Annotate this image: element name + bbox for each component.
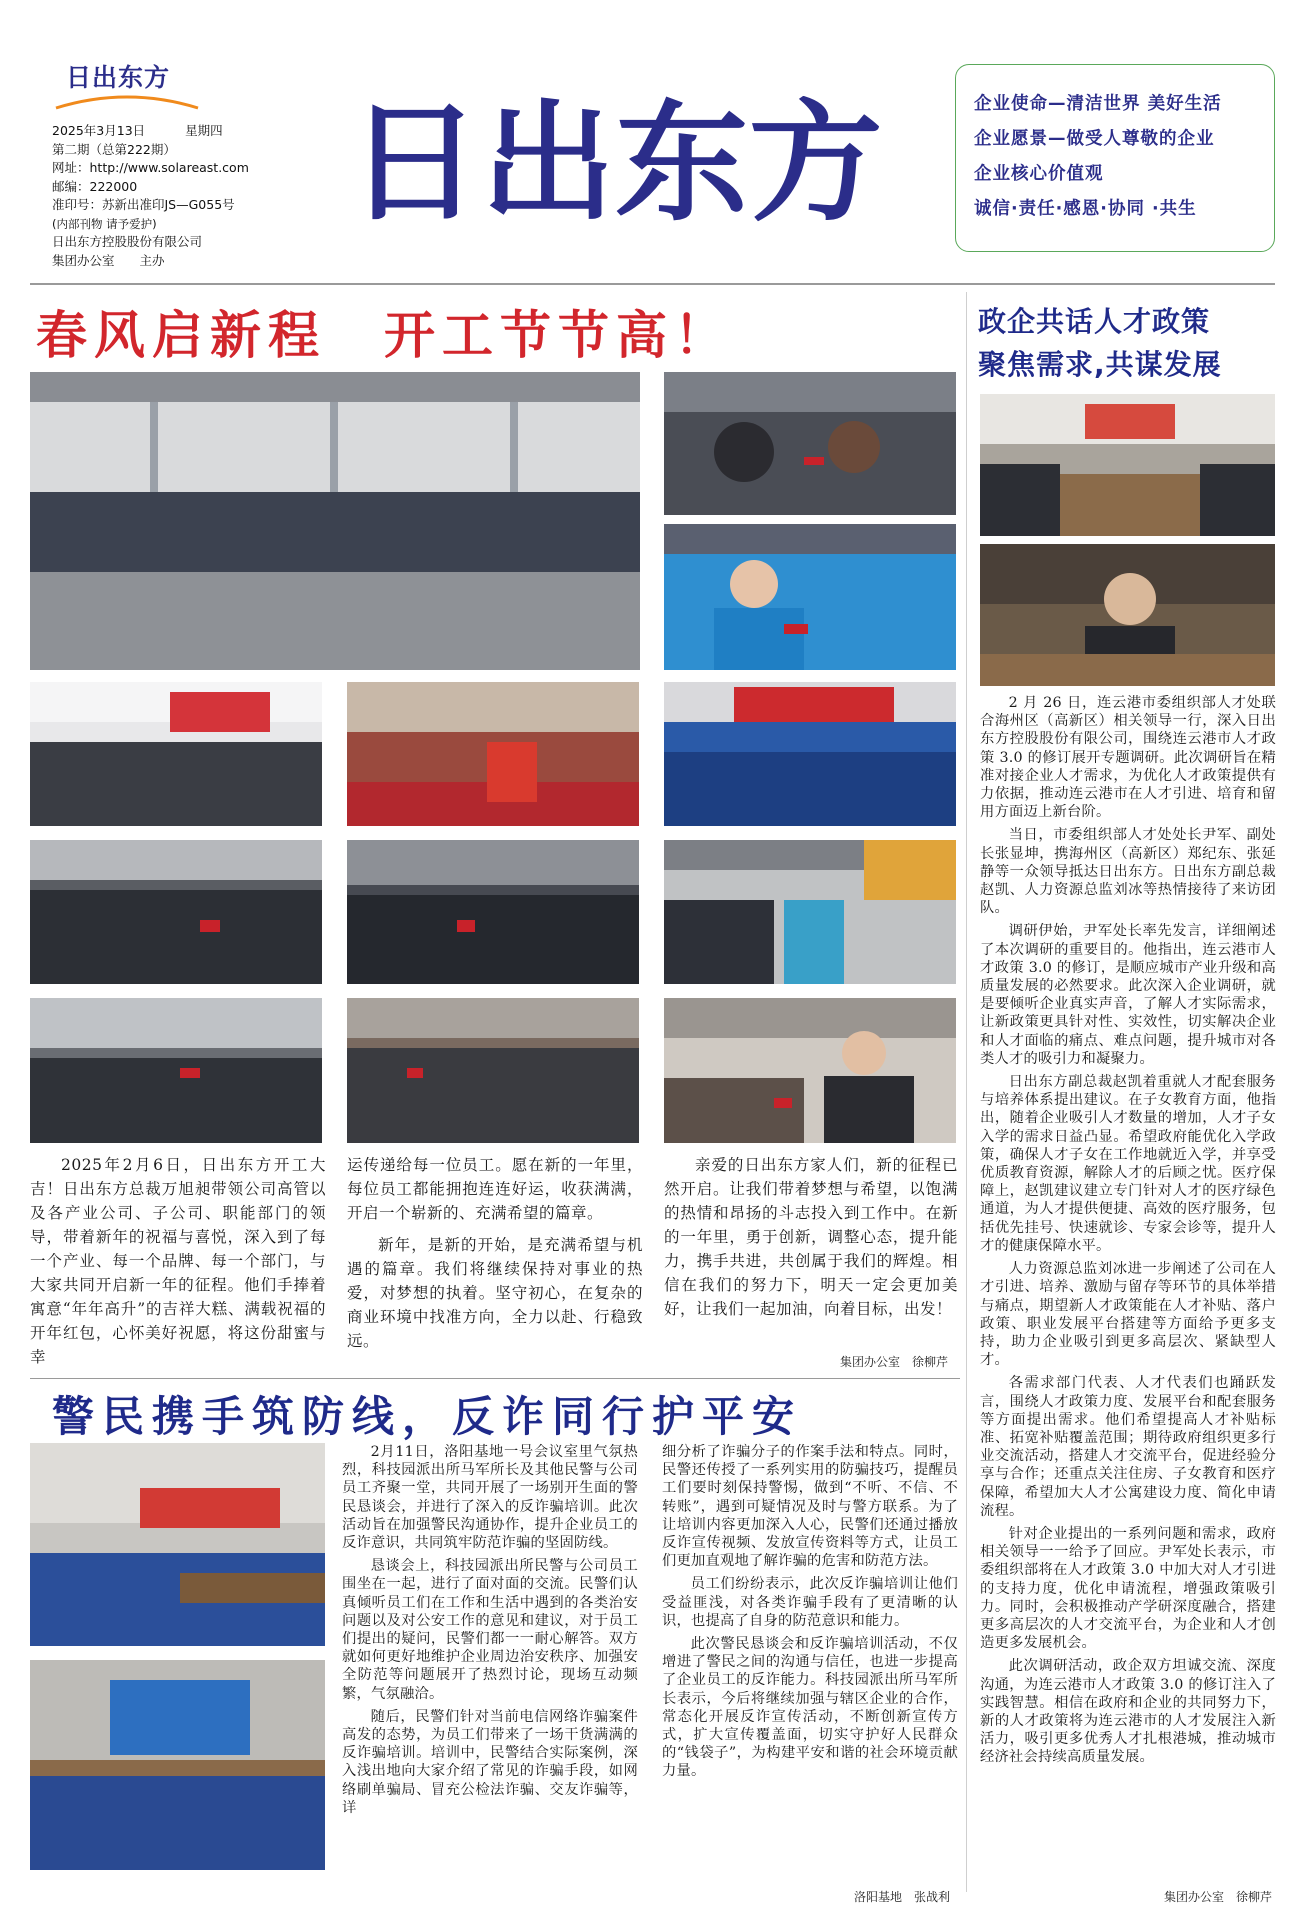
main-article-byline: 集团办公室 徐柳芹 bbox=[839, 1355, 948, 1369]
police-article-paragraph: 员工们纷纷表示，此次反诈骗培训让他们受益匪浅，对各类诈骗手段有了更清晰的认识，也提高了自身的防范意识和能力。 bbox=[662, 1576, 958, 1629]
talent-article-body bbox=[980, 694, 1276, 1772]
main-article-paragraph: 新年，是新的开始，是充满希望与机遇的篇章。我们将继续保持对事业的热爱，对梦想的执着。坚守初心，在复杂的商业环境中找准方向，全力以赴、行稳致远。 bbox=[347, 1236, 643, 1350]
section-divider bbox=[30, 1378, 960, 1379]
police-article-paragraph: 细分析了诈骗分子的作案手法和特点。同时，民警还传授了一系列实用的防骗技巧，提醒员工们要时刻保持警惕，做到“不听、不信、不转账”，遇到可疑情况及时与警方联系。为了让培训内容更加深入人心，民警们还通过播放反诈宣传视频、发放宣传资料等方式，让员工们更加直观地了解诈骗的危害和防范方法。 bbox=[662, 1444, 958, 1570]
issue-number: 第二期（总第222期） bbox=[52, 141, 176, 157]
photo-police-meeting-2 bbox=[30, 1660, 325, 1870]
photo-grid-9 bbox=[664, 998, 956, 1143]
talent-article-paragraph: 当日，市委组织部人才处处长尹军、副处长张显坤，携海州区（高新区）郑纪东、张延静等一众领导抵达日出东方。日出东方副总裁赵凯、人力资源总监刘冰等热情接待了来访团队。 bbox=[980, 827, 1276, 917]
talent-article-paragraph: 调研伊始，尹军处长率先发言，详细阐述了本次调研的重要目的。他指出，连云港市人才政策 3.0 的修订，是顺应城市产业升级和高质量发展的必然要求。此次深入企业调研，就是要倾听企业真实声音，了解人才实际需求，让新政策更具针对性、实效性，切实解决企业和人才面临的痛点、难点问题，提升城市对各类人才的吸引力和凝聚力。 bbox=[980, 923, 1276, 1067]
talent-headline-line2: 聚焦需求,共谋发展 bbox=[978, 348, 1222, 381]
talent-article-byline: 集团办公室 徐柳芹 bbox=[1163, 1890, 1272, 1904]
publisher-company: 日出东方控股股份有限公司 bbox=[52, 234, 203, 249]
photo-grid-7 bbox=[30, 998, 322, 1143]
vision-line: 企业愿景—做受人尊敬的企业 bbox=[974, 129, 1215, 149]
police-headline: 警民携手筑防线，反诈同行护平安 bbox=[52, 1392, 803, 1441]
police-article-paragraph: 2月11日，洛阳基地一号会议室里气氛热烈，科技园派出所马军所长及其他民警与公司员工齐聚一堂，共同开展了一场别开生面的警民恳谈会，并进行了深入的反诈骗培训。此次活动旨在加强警民沟通协作，提升企业员工的反诈意识，共同筑牢防范诈骗的坚固防线。 bbox=[342, 1444, 638, 1552]
photo-police-meeting-1 bbox=[30, 1443, 325, 1646]
masthead-text: 日出东方 bbox=[347, 96, 883, 224]
photo-talent-speaker bbox=[980, 544, 1275, 686]
issue-date: 2025年3月13日 bbox=[52, 123, 146, 138]
photo-red-envelope-1 bbox=[664, 372, 956, 515]
main-article-col2 bbox=[347, 1153, 643, 1361]
photo-talent-meeting bbox=[980, 394, 1275, 536]
main-article-col3 bbox=[664, 1153, 958, 1329]
main-article-paragraph: 运传递给每一位员工。愿在新的一年里，每位员工都能拥抱连连好运，收获满满，开启一个崭新的、充满希望的篇章。 bbox=[347, 1156, 643, 1222]
postcode-line: 邮编：222000 bbox=[52, 178, 138, 194]
logo-sunrise-arc bbox=[52, 92, 202, 112]
police-article-byline: 洛阳基地 张战利 bbox=[853, 1890, 950, 1904]
photo-grid-1 bbox=[30, 682, 322, 826]
talent-article-paragraph: 各需求部门代表、人才代表们也踊跃发言，围绕人才政策力度、发展平台和配套服务等方面提出需求。他们希望提高人才补贴标准、拓宽补贴覆盖范围；期待政府组织更多行业交流活动，搭建人才交流平台，促进经验分享与合作；还重点关注住房、子女教育和医疗保障，希望加大人才公寓建设力度、简化申请流程。 bbox=[980, 1375, 1276, 1519]
issue-info bbox=[52, 122, 249, 270]
photo-grid-4 bbox=[30, 840, 322, 984]
internal-note: (内部刊物 请予爱护) bbox=[52, 216, 157, 231]
police-article-paragraph: 恳谈会上，科技园派出所民警与公司员工围坐在一起，进行了面对面的交流。民警们认真倾听员工们在工作和生活中遇到的各类治安问题以及对公安工作的意见和建议，对于员工们提出的疑问，民警们都一一耐心解答。双方就如何更好地维护企业周边治安秩序、加强安全防范等问题展开了热烈讨论，现场互动频繁，气氛融洽。 bbox=[342, 1558, 638, 1702]
main-article-paragraph: 2025年2月6日，日出东方开工大吉！日出东方总裁万旭昶带领公司高管以及各产业公司、子公司、职能部门的领导，带着新年的祝福与喜悦，深入到了每一个产业、每一个品牌、每一个部门，与大家共同开启新一年的征程。他们手捧着寓意“年年高升”的吉祥大糕、满载祝福的开年红包，心怀美好祝愿，将这份甜蜜与幸 bbox=[30, 1156, 326, 1366]
values-title: 企业核心价值观 bbox=[974, 164, 1104, 184]
photo-red-envelope-2 bbox=[664, 524, 956, 670]
values-line: 诚信·责任·感恩·协同 ·共生 bbox=[974, 199, 1197, 219]
main-headline: 春风启新程 开工节节高！ bbox=[36, 306, 733, 366]
police-article-col1 bbox=[342, 1443, 638, 1822]
photo-grid-3 bbox=[664, 682, 956, 826]
talent-article-paragraph: 针对企业提出的一系列问题和需求，政府相关领导一一给予了回应。尹军处长表示，市委组织部将在人才政策 3.0 中加大对人才引进的支持力度，优化申请流程，增强政策吸引力。同时，会积极推动产学研深度融合，搭建更多高层次的人才交流平台，为企业和人才创造更多发展机会。 bbox=[980, 1525, 1276, 1652]
masthead-title bbox=[345, 96, 885, 224]
talent-article-paragraph: 日出东方副总裁赵凯着重就人才配套服务与培养体系提出建议。在子女教育方面，他指出，随着企业吸引人才数量的增加，人才子女入学的需求日益凸显。希望政府能优化入学政策，确保人才子女在工作地就近入学，并享受优质教育资源，解除人才的后顾之忧。医疗保障上，赵凯建议建立专门针对人才的医疗绿色通道，为人才提供便捷、高效的医疗服务，包括优先挂号、快速就诊、专家会诊等，提升人才的健康保障水平。 bbox=[980, 1074, 1276, 1254]
police-article-paragraph: 此次警民恳谈会和反诈骗培训活动，不仅增进了警民之间的沟通与信任，也进一步提高了企业员工的反诈能力。科技园派出所马军所长表示，今后将继续加强与辖区企业的合作，常态化开展反诈宣传活动，不断创新宣传方式，扩大宣传覆盖面，切实守护好人民群众的“钱袋子”，为构建平安和谐的社会环境贡献力量。 bbox=[662, 1636, 958, 1780]
talent-headline-line1: 政企共话人才政策 bbox=[978, 305, 1211, 338]
police-article-col2 bbox=[662, 1443, 958, 1786]
photo-grid-5 bbox=[347, 840, 639, 984]
mission-box bbox=[955, 64, 1275, 252]
photo-staff-lineup bbox=[30, 372, 640, 670]
talent-article-paragraph: 2 月 26 日，连云港市委组织部人才处联合海州区（高新区）相关领导一行，深入日出东方控股股份有限公司，围绕连云港市人才政策 3.0 的修订展开专题调研。此次调研旨在精准对接企业人才需求，为优化人才政策提供有力依据，推动连云港市在人才引进、培育和留用方面迈上新台阶。 bbox=[980, 695, 1276, 821]
column-divider bbox=[966, 292, 967, 1892]
top-divider bbox=[30, 283, 1275, 285]
photo-grid-6 bbox=[664, 840, 956, 984]
issue-weekday: 星期四 bbox=[185, 123, 223, 138]
police-article-paragraph: 随后，民警们针对当前电信网络诈骗案件高发的态势，为员工们带来了一场干货满满的反诈骗培训。培训中，民警结合实际案例，深入浅出地向大家介绍了常见的诈骗手段，如网络刷单骗局、冒充公检法诈骗、交友诈骗等，详 bbox=[342, 1708, 638, 1816]
talent-article-paragraph: 人力资源总监刘冰进一步阐述了公司在人才引进、培养、激励与留存等环节的具体举措与痛点，期望新人才政策能在人才补贴、落户政策、职业发展平台搭建等方面给予更多支持，助力企业吸引到更多高层次、紧缺型人才。 bbox=[980, 1261, 1276, 1369]
publisher-office: 集团办公室 bbox=[52, 252, 115, 268]
talent-headline bbox=[978, 300, 1278, 386]
photo-grid-8 bbox=[347, 998, 639, 1143]
permit-line: 准印号：苏新出准印JS—G055号 bbox=[52, 197, 235, 212]
publisher-role: 主办 bbox=[139, 252, 165, 268]
brand-logo: 日出东方 bbox=[66, 63, 171, 92]
talent-article-paragraph: 此次调研活动，政企双方坦诚交流、深度沟通，为连云港市人才政策 3.0 的修订注入了实践智慧。相信在政府和企业的共同努力下，新的人才政策将为连云港市的人才发展注入新活力，吸引更多优秀人才扎根港城，推动城市经济社会持续高质量发展。 bbox=[980, 1658, 1276, 1766]
photo-grid-2 bbox=[347, 682, 639, 826]
website-line: 网址：http://www.solareast.com bbox=[52, 160, 249, 175]
main-article-paragraph: 亲爱的日出东方家人们，新的征程已然开启。让我们带着梦想与希望，以饱满的热情和昂扬的斗志投入到工作中。在新的一年里，勇于创新，调整心态，提升能力，携手共进，共创属于我们的辉煌。相信在我们的努力下，明天一定会更加美好，让我们一起加油，向着目标，出发！ bbox=[664, 1156, 958, 1318]
main-article-col1 bbox=[30, 1153, 326, 1377]
mission-line: 企业使命—清洁世界 美好生活 bbox=[974, 94, 1222, 114]
